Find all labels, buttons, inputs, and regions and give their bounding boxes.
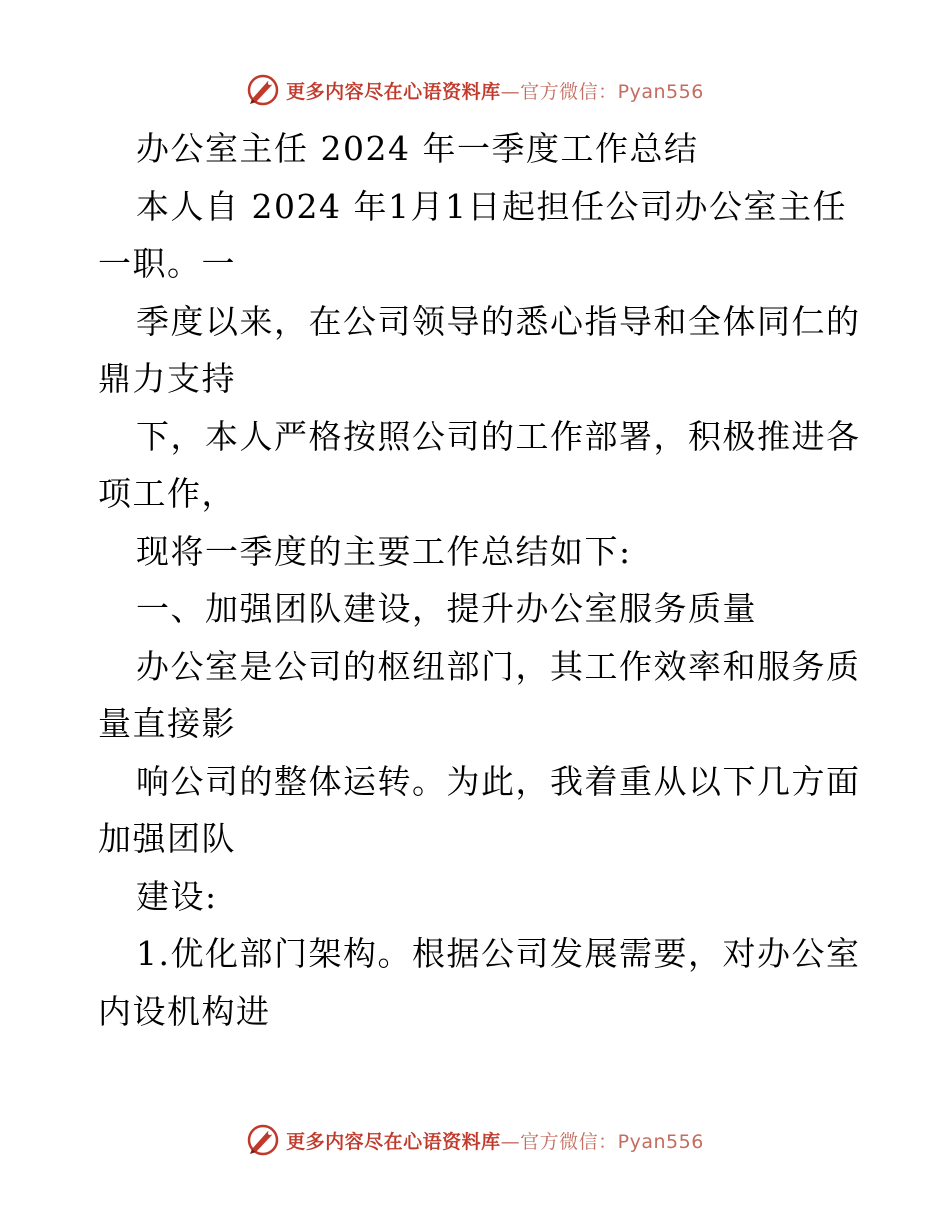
footer-banner — [0, 1118, 950, 1162]
list-item-line: 内设机构进 — [98, 991, 271, 1031]
paragraph-line: 量直接影 — [98, 704, 236, 743]
paragraph-line: 季度以来，在公司领导的悉心指导和全体同仁的 — [136, 301, 861, 341]
paragraph-line: 项工作， — [98, 474, 236, 513]
list-item-line: 1.优化部门架构。根据公司发展需要，对办公室 — [136, 934, 861, 973]
banner-bold-text: 更多内容尽在心语资料库 — [286, 80, 501, 103]
paragraph-line: 加强团队 — [98, 819, 236, 858]
banner — [246, 73, 704, 107]
paragraph-line: 鼎力支持 — [98, 359, 236, 398]
pen-logo-icon — [246, 1123, 280, 1157]
paragraph-line: 一职。一 — [98, 244, 236, 283]
document-title: 办公室主任 2024 年一季度工作总结 — [136, 129, 699, 168]
document-body — [98, 120, 861, 1040]
section-heading: 一、加强团队建设，提升办公室服务质量 — [136, 589, 757, 628]
banner — [246, 1123, 704, 1157]
banner-wechat-text: —官方微信：Pyan556 — [500, 80, 704, 103]
paragraph-line: 现将一季度的主要工作总结如下: — [136, 531, 632, 571]
paragraph-line: 响公司的整体运转。为此，我着重从以下几方面 — [136, 761, 861, 801]
paragraph-line: 建设: — [136, 876, 218, 916]
header-banner — [0, 68, 950, 112]
paragraph-line: 本人自 2024 年1月1日起担任公司办公室主任 — [136, 186, 847, 226]
paragraph-line: 办公室是公司的枢纽部门，其工作效率和服务质 — [136, 646, 861, 686]
paragraph-line: 下，本人严格按照公司的工作部署，积极推进各 — [136, 416, 861, 456]
pen-logo-icon — [246, 73, 280, 107]
banner-wechat-text: —官方微信：Pyan556 — [500, 1130, 704, 1153]
banner-bold-text: 更多内容尽在心语资料库 — [286, 1130, 501, 1153]
